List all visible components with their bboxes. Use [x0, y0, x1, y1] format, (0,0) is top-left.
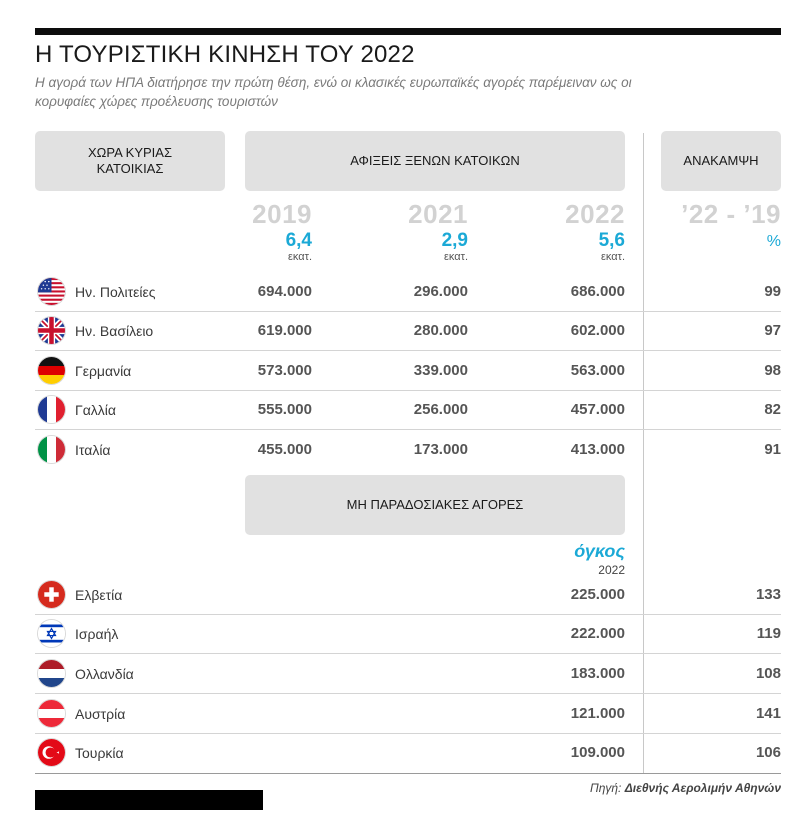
recovery-period-label: ’22 - ’19: [681, 199, 781, 229]
table-row: [35, 390, 781, 430]
country-name: Αυστρία: [75, 706, 126, 722]
value-2022: 222.000: [570, 625, 625, 642]
table-row: [35, 733, 781, 773]
table-row: [35, 694, 781, 734]
bottom-rule: [35, 773, 781, 774]
top-rule: [35, 28, 781, 35]
table-row: [35, 575, 781, 615]
table-row: [35, 351, 781, 391]
value-2022: 225.000: [570, 586, 625, 603]
recovery-value: 98: [764, 362, 781, 379]
country-name: Ην. Βασίλειο: [75, 323, 154, 339]
recovery-value: 119: [756, 625, 781, 642]
value-2021: 296.000: [413, 283, 468, 300]
country-header-line1: ΧΩΡΑ ΚΥΡΙΑΣ: [88, 145, 172, 160]
total-2022: 5,6: [598, 230, 625, 251]
value-2022: 121.000: [570, 705, 625, 722]
country-name: Ελβετία: [75, 587, 123, 603]
footer-black-bar: [35, 790, 263, 810]
year-2019-label: 2019: [252, 199, 312, 229]
recovery-value: 97: [764, 322, 781, 339]
value-2019: 573.000: [257, 362, 312, 379]
page-title: Η ΤΟΥΡΙΣΤΙΚΗ ΚΙΝΗΣΗ ΤΟΥ 2022: [35, 41, 415, 68]
total-2021: 2,9: [441, 230, 468, 251]
recovery-value: 133: [755, 586, 781, 603]
table-row: [35, 614, 781, 654]
country-name: Τουρκία: [75, 745, 124, 761]
volume-year: 2022: [598, 563, 625, 577]
value-2019: 455.000: [257, 441, 312, 458]
recovery-value: 91: [764, 441, 781, 458]
recovery-unit: %: [766, 233, 781, 250]
italy-flag-icon: [38, 436, 65, 463]
uk-flag-icon: [38, 317, 65, 344]
switzerland-flag-icon: [38, 581, 65, 608]
non-traditional-header: ΜΗ ΠΑΡΑΔΟΣΙΑΚΕΣ ΑΓΟΡΕΣ: [245, 475, 625, 535]
unit-2021: εκατ.: [443, 251, 468, 263]
total-2019: 6,4: [285, 230, 312, 251]
country-name: Ην. Πολιτείες: [75, 284, 156, 300]
value-2022: 563.000: [570, 362, 625, 379]
turkey-flag-icon: [38, 739, 65, 766]
value-2019: 619.000: [257, 322, 312, 339]
unit-2022: εκατ.: [600, 251, 625, 263]
value-2022: 686.000: [570, 283, 625, 300]
israel-flag-icon: [38, 620, 65, 647]
value-2022: 457.000: [570, 401, 625, 418]
table-row: [35, 654, 781, 694]
austria-flag-icon: [38, 700, 65, 727]
table-row: [35, 311, 781, 351]
value-2019: 694.000: [257, 283, 312, 300]
source-name: Διεθνής Αερολιμήν Αθηνών: [624, 781, 781, 795]
table-row: [35, 272, 781, 312]
recovery-value: 99: [764, 283, 781, 300]
recovery-value: 106: [755, 744, 781, 761]
source-note: [590, 781, 781, 795]
country-name: Ιταλία: [75, 442, 111, 458]
value-2021: 339.000: [413, 362, 468, 379]
value-2021: 256.000: [413, 401, 468, 418]
recovery-value: 108: [755, 665, 781, 682]
source-label: Πηγή:: [590, 781, 622, 795]
country-header-line2: ΚΑΤΟΙΚΙΑΣ: [96, 161, 164, 176]
page-subtitle: Η αγορά των ΗΠΑ διατήρησε την πρώτη θέση, ενώ οι κλασικές ευρωπαϊκές αγορές παρέμειναν ως οι κορυφαίες χώρες προέλευσης τουριστών: [35, 75, 632, 109]
country-name: Ολλανδία: [75, 666, 134, 682]
value-2022: 183.000: [570, 665, 625, 682]
value-2021: 173.000: [413, 441, 468, 458]
netherlands-flag-icon: [38, 660, 65, 687]
value-2019: 555.000: [257, 401, 312, 418]
year-2022-label: 2022: [565, 199, 625, 229]
value-2022: 109.000: [570, 744, 625, 761]
volume-label: όγκος: [574, 541, 625, 561]
germany-flag-icon: [38, 357, 65, 384]
country-name: Γερμανία: [75, 363, 132, 379]
table-row: [35, 430, 781, 470]
country-name: Ισραήλ: [75, 626, 119, 642]
value-2022: 602.000: [570, 322, 625, 339]
recovery-value: 82: [764, 401, 781, 418]
year-2021-label: 2021: [408, 199, 468, 229]
recovery-column-header: ΑΝΑΚΑΜΨΗ: [661, 131, 781, 191]
france-flag-icon: [38, 396, 65, 423]
recovery-value: 141: [755, 705, 781, 722]
us-flag-icon: [38, 278, 65, 305]
arrivals-column-header: ΑΦΙΞΕΙΣ ΞΕΝΩΝ ΚΑΤΟΙΚΩΝ: [245, 131, 625, 191]
value-2021: 280.000: [413, 322, 468, 339]
unit-2019: εκατ.: [287, 251, 312, 263]
country-column-header: [35, 131, 225, 191]
value-2022: 413.000: [570, 441, 625, 458]
country-name: Γαλλία: [75, 402, 117, 418]
